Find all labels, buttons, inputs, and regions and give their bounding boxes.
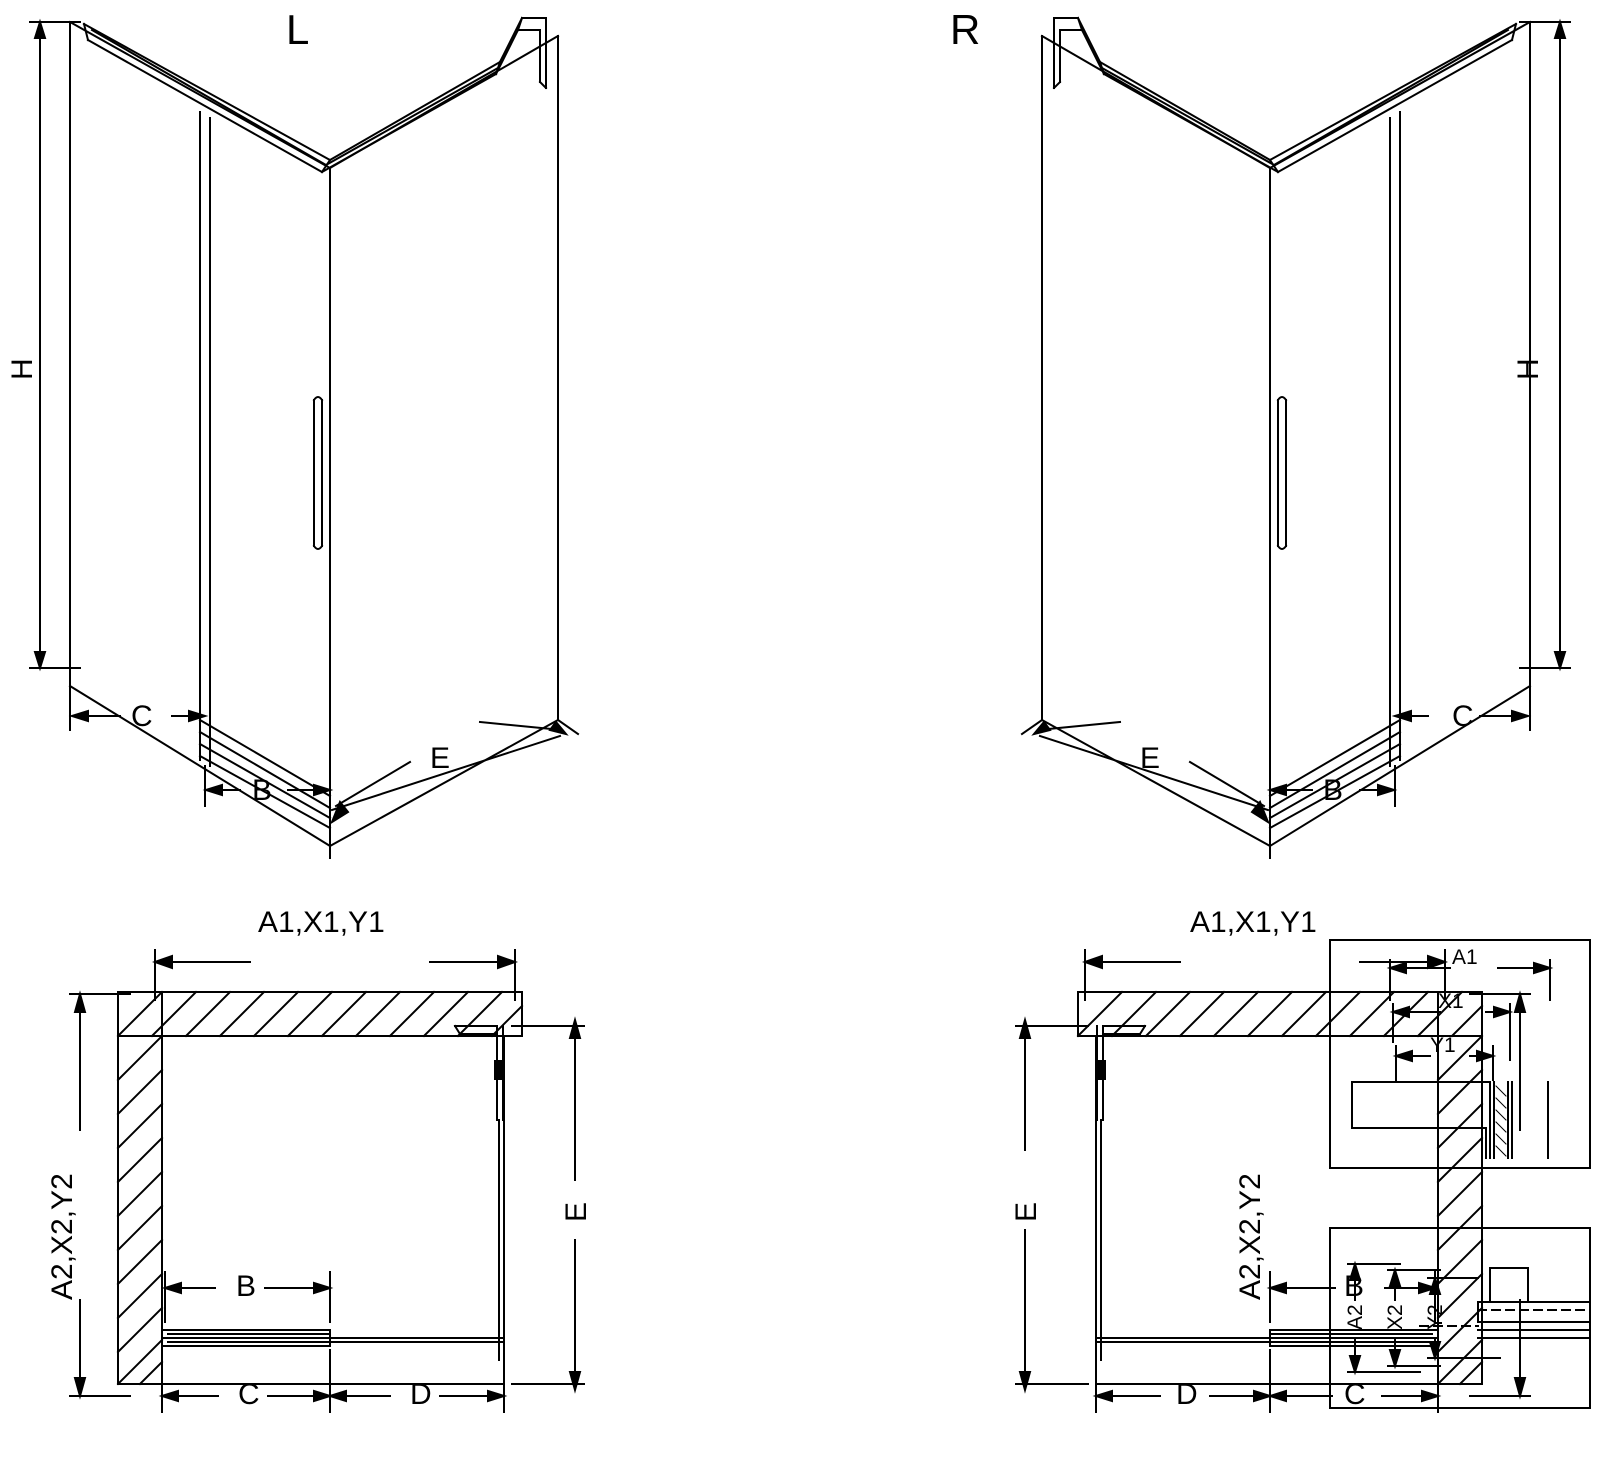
dim-e-iso-right: E <box>1140 742 1161 775</box>
dim-e-plan-right: E <box>1010 1201 1043 1222</box>
view-title-right: R <box>950 6 981 53</box>
dim-a2x2y2-plan-right: A2,X2,Y2 <box>1234 1173 1267 1300</box>
detail-dim-a1: A1 <box>1452 946 1478 969</box>
view-title-left: L <box>286 6 310 53</box>
dim-c-plan-left: C <box>238 1378 260 1411</box>
dim-c-iso-left: C <box>131 700 153 733</box>
detail-dim-a2: A2 <box>1344 1304 1367 1330</box>
detail-dim-x1: X1 <box>1438 990 1464 1013</box>
dim-b-plan-left: B <box>236 1270 257 1303</box>
dim-d-plan-left: D <box>410 1378 432 1411</box>
dim-a2x2y2-plan-left: A2,X2,Y2 <box>46 1173 79 1300</box>
dim-a1x1y1-plan-right: A1,X1,Y1 <box>1190 906 1317 939</box>
dim-h-right: H <box>1512 358 1545 380</box>
dim-d-plan-right: D <box>1176 1378 1198 1411</box>
dim-e-plan-left: E <box>560 1201 593 1222</box>
dim-c-plan-right: C <box>1344 1378 1366 1411</box>
detail-dim-x2: X2 <box>1384 1304 1407 1330</box>
dim-b-iso-left: B <box>252 774 273 807</box>
dim-a1x1y1-plan-left: A1,X1,Y1 <box>258 906 385 939</box>
dim-c-iso-right: C <box>1452 700 1474 733</box>
dim-b-iso-right: B <box>1323 774 1344 807</box>
detail-dim-y2: Y2 <box>1424 1304 1447 1330</box>
dim-b-plan-right: B <box>1344 1270 1365 1303</box>
dim-h-left: H <box>6 358 39 380</box>
dim-e-iso-left: E <box>430 742 451 775</box>
detail-dim-y1: Y1 <box>1430 1034 1456 1057</box>
